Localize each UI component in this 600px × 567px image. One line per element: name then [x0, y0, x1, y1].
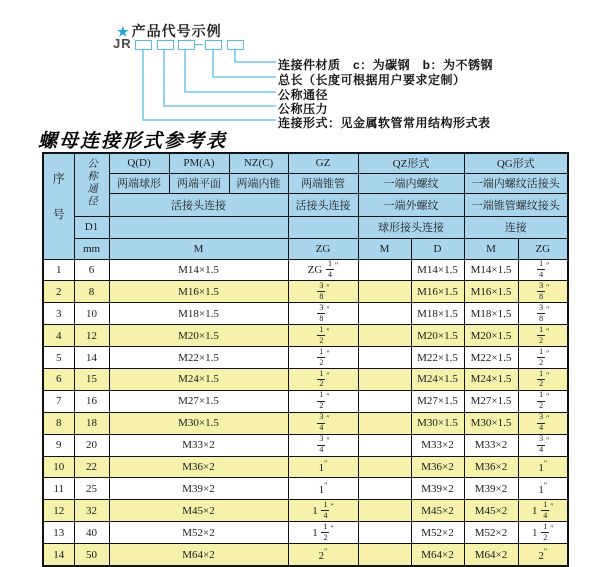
table-row — [43, 478, 568, 500]
code-dash — [195, 44, 203, 46]
header-qz-unit-d: D — [411, 238, 464, 259]
cell-qg_m: M27×1.5 — [464, 390, 518, 412]
header-qz-row3: 一端外螺纹 — [358, 193, 464, 216]
table-row — [43, 281, 568, 303]
header-qg-unit-zg: ZG — [518, 238, 568, 259]
cell-seq: 12 — [43, 500, 74, 522]
cell-dn: 6 — [74, 259, 109, 281]
cell-qg_zg: $\frac{1}{4}$ ″ — [518, 259, 568, 281]
cell-gz: $\frac{1}{2}$ ″ — [288, 325, 358, 347]
cell-m: M27×1.5 — [109, 390, 288, 412]
cell-seq: 13 — [43, 522, 74, 544]
cell-dn: 25 — [74, 478, 109, 500]
cell-qz_d: M45×2 — [411, 500, 464, 522]
header-pm-code: PM(A) — [169, 153, 229, 173]
cell-qg_zg: $\frac{1}{2}$ ″ — [518, 347, 568, 369]
cell-seq: 6 — [43, 368, 74, 390]
cell-qg_m: M22×1.5 — [464, 347, 518, 369]
cell-qg_zg: $\frac{3}{4}$ ″ — [518, 434, 568, 456]
label-material: 连接件材质 c：为碳钢 b：为不锈钢 — [278, 57, 494, 72]
header-qg-code: QG形式 — [464, 153, 568, 173]
table-row — [43, 390, 568, 412]
table-row — [43, 544, 568, 566]
cell-qg_m: M14×1.5 — [464, 259, 518, 281]
cell-gz: $\frac{1}{2}$ ″ — [288, 390, 358, 412]
cell-qz_m — [358, 368, 411, 390]
cell-seq: 11 — [43, 478, 74, 500]
cell-dn: 15 — [74, 368, 109, 390]
cell-qz_d: M14×1.5 — [411, 259, 464, 281]
header-seq: 序号 — [43, 153, 74, 259]
header-empty-m — [109, 216, 288, 238]
cell-dn: 18 — [74, 412, 109, 434]
cell-qz_d: M36×2 — [411, 456, 464, 478]
cell-seq: 7 — [43, 390, 74, 412]
cell-qg_zg: $\frac{1}{2}$ ″ — [518, 368, 568, 390]
cell-qg_m: M18×1.5 — [464, 303, 518, 325]
cell-m: M18×1.5 — [109, 303, 288, 325]
code-box-3 — [178, 40, 195, 50]
cell-gz: 1 $\frac{1}{4}$ ″ — [288, 500, 358, 522]
header-q-code: Q(D) — [109, 153, 169, 173]
cell-qg_m: M64×2 — [464, 544, 518, 566]
table-header — [43, 153, 568, 259]
table-row — [43, 347, 568, 369]
cell-qg_zg: 1 $\frac{1}{2}$ ″ — [518, 522, 568, 544]
cell-qz_m — [358, 456, 411, 478]
label-total-length: 总长（长度可根据用户要求定制） — [278, 72, 466, 87]
cell-qz_d: M30×1.5 — [411, 412, 464, 434]
cell-seq: 9 — [43, 434, 74, 456]
cell-seq: 14 — [43, 544, 74, 566]
cell-m: M16×1.5 — [109, 281, 288, 303]
cell-qg_zg: 1″ — [518, 456, 568, 478]
table-title: 螺母连接形式参考表 — [38, 131, 228, 152]
cell-gz: $\frac{1}{2}$ ″ — [288, 368, 358, 390]
cell-gz: $\frac{1}{2}$ ″ — [288, 347, 358, 369]
cell-qg_zg: $\frac{3}{4}$ ″ — [518, 412, 568, 434]
cell-gz: 1″ — [288, 456, 358, 478]
header-qg-unit-m: M — [464, 238, 518, 259]
table-row — [43, 500, 568, 522]
cell-qz_d: M22×1.5 — [411, 347, 464, 369]
cell-dn: 20 — [74, 434, 109, 456]
cell-m: M20×1.5 — [109, 325, 288, 347]
cell-m: M30×1.5 — [109, 412, 288, 434]
cell-qg_m: M24×1.5 — [464, 368, 518, 390]
table-row — [43, 303, 568, 325]
cell-qg_m: M33×2 — [464, 434, 518, 456]
table-row — [43, 259, 568, 281]
cell-qz_m — [358, 500, 411, 522]
cell-m: M14×1.5 — [109, 259, 288, 281]
header-qz-row4: 球形接头连接 — [358, 216, 464, 238]
cell-m: M39×2 — [109, 478, 288, 500]
cell-gz: $\frac{3}{8}$ ″ — [288, 281, 358, 303]
cell-qg_m: M30×1.5 — [464, 412, 518, 434]
cell-m: M33×2 — [109, 434, 288, 456]
cell-seq: 4 — [43, 325, 74, 347]
cell-qg_zg: $\frac{3}{8}$ ″ — [518, 303, 568, 325]
cell-qg_zg: 1 $\frac{1}{4}$ ″ — [518, 500, 568, 522]
cell-qg_m: M39×2 — [464, 478, 518, 500]
cell-qg_m: M16×1.5 — [464, 281, 518, 303]
cell-qg_m: M52×2 — [464, 522, 518, 544]
cell-dn: 32 — [74, 500, 109, 522]
code-box-1 — [135, 40, 152, 50]
header-qz-code: QZ形式 — [358, 153, 464, 173]
cell-dn: 40 — [74, 522, 109, 544]
cell-m: M45×2 — [109, 500, 288, 522]
header-qz-row2: 一端内螺纹 — [358, 173, 464, 193]
cell-dn: 12 — [74, 325, 109, 347]
cell-qz_m — [358, 303, 411, 325]
code-box-4 — [205, 40, 222, 50]
cell-qg_zg: 1″ — [518, 478, 568, 500]
cell-qg_m: M36×2 — [464, 456, 518, 478]
cell-qz_d: M39×2 — [411, 478, 464, 500]
cell-m: M36×2 — [109, 456, 288, 478]
cell-dn: 50 — [74, 544, 109, 566]
product-code-prefix: JR — [113, 36, 132, 51]
header-d1: D1 — [74, 216, 109, 238]
header-pm-ends: 两端平面 — [169, 173, 229, 193]
cell-gz: 1 $\frac{1}{2}$ ″ — [288, 522, 358, 544]
header-gz-unit: ZG — [288, 238, 358, 259]
cell-dn: 14 — [74, 347, 109, 369]
cell-gz: 2″ — [288, 544, 358, 566]
header-gz-ends: 两端锥管 — [288, 173, 358, 193]
header-empty-gz — [288, 216, 358, 238]
cell-qz_d: M64×2 — [411, 544, 464, 566]
nut-connection-table — [42, 152, 569, 567]
code-box-2 — [157, 40, 174, 50]
cell-seq: 10 — [43, 456, 74, 478]
cell-qz_m — [358, 390, 411, 412]
cell-qz_m — [358, 347, 411, 369]
cell-m: M52×2 — [109, 522, 288, 544]
cell-qg_zg: $\frac{3}{8}$ ″ — [518, 281, 568, 303]
cell-qg_zg: $\frac{1}{2}$ ″ — [518, 325, 568, 347]
cell-gz: 1″ — [288, 478, 358, 500]
table-row — [43, 412, 568, 434]
cell-qz_m — [358, 412, 411, 434]
cell-gz: $\frac{3}{4}$ ″ — [288, 412, 358, 434]
header-qg-row2: 一端内螺纹活接头 — [464, 173, 568, 193]
diagram-title — [117, 21, 222, 41]
cell-qz_m — [358, 434, 411, 456]
label-connection-form: 连接形式：见金属软管常用结构形式表 — [278, 115, 491, 130]
cell-qz_d: M20×1.5 — [411, 325, 464, 347]
table-body — [43, 259, 568, 566]
cell-m: M22×1.5 — [109, 347, 288, 369]
header-m-connect: 活接头连接 — [109, 193, 288, 216]
cell-dn: 22 — [74, 456, 109, 478]
cell-dn: 10 — [74, 303, 109, 325]
cell-seq: 5 — [43, 347, 74, 369]
header-qg-row3: 一端锥管螺纹接头 — [464, 193, 568, 216]
cell-m: M24×1.5 — [109, 368, 288, 390]
cell-qz_m — [358, 325, 411, 347]
table-row — [43, 522, 568, 544]
cell-qg_zg: 2″ — [518, 544, 568, 566]
cell-gz: $\frac{3}{8}$ ″ — [288, 303, 358, 325]
cell-qg_m: M45×2 — [464, 500, 518, 522]
header-gz-code: GZ — [288, 153, 358, 173]
table-row — [43, 368, 568, 390]
cell-qz_d: M27×1.5 — [411, 390, 464, 412]
label-nominal-pressure: 公称压力 — [278, 101, 329, 116]
header-q-ends: 两端球形 — [109, 173, 169, 193]
cell-qg_zg: $\frac{1}{2}$ ″ — [518, 390, 568, 412]
cell-qz_m — [358, 522, 411, 544]
cell-seq: 1 — [43, 259, 74, 281]
cell-dn: 8 — [74, 281, 109, 303]
diagram-title-text: 产品代号示例 — [131, 23, 222, 39]
star-icon: ★ — [117, 24, 130, 39]
cell-qz_m — [358, 281, 411, 303]
cell-gz: $\frac{3}{4}$ ″ — [288, 434, 358, 456]
cell-qz_m — [358, 478, 411, 500]
header-diameter: 公称通径 — [74, 153, 109, 216]
header-qg-row4: 连接 — [464, 216, 568, 238]
cell-dn: 16 — [74, 390, 109, 412]
label-nominal-diameter: 公称通径 — [278, 87, 329, 102]
header-qz-unit-m: M — [358, 238, 411, 259]
cell-seq: 3 — [43, 303, 74, 325]
cell-qz_d: M52×2 — [411, 522, 464, 544]
code-box-5 — [227, 40, 244, 50]
cell-qz_d: M24×1.5 — [411, 368, 464, 390]
cell-qz_m — [358, 259, 411, 281]
table-row — [43, 434, 568, 456]
header-mm: mm — [74, 238, 109, 259]
cell-qg_m: M20×1.5 — [464, 325, 518, 347]
header-m-unit: M — [109, 238, 288, 259]
table-row — [43, 325, 568, 347]
header-gz-connect: 活接头连接 — [288, 193, 358, 216]
cell-seq: 8 — [43, 412, 74, 434]
cell-qz_d: M33×2 — [411, 434, 464, 456]
cell-seq: 2 — [43, 281, 74, 303]
cell-qz_d: M18×1.5 — [411, 303, 464, 325]
cell-m: M64×2 — [109, 544, 288, 566]
cell-qz_d: M16×1.5 — [411, 281, 464, 303]
cell-gz: ZG $\frac{1}{4}$ ″ — [288, 259, 358, 281]
table-row — [43, 456, 568, 478]
header-nz-ends: 两端内锥 — [229, 173, 288, 193]
header-nz-code: NZ(C) — [229, 153, 288, 173]
cell-qz_m — [358, 544, 411, 566]
